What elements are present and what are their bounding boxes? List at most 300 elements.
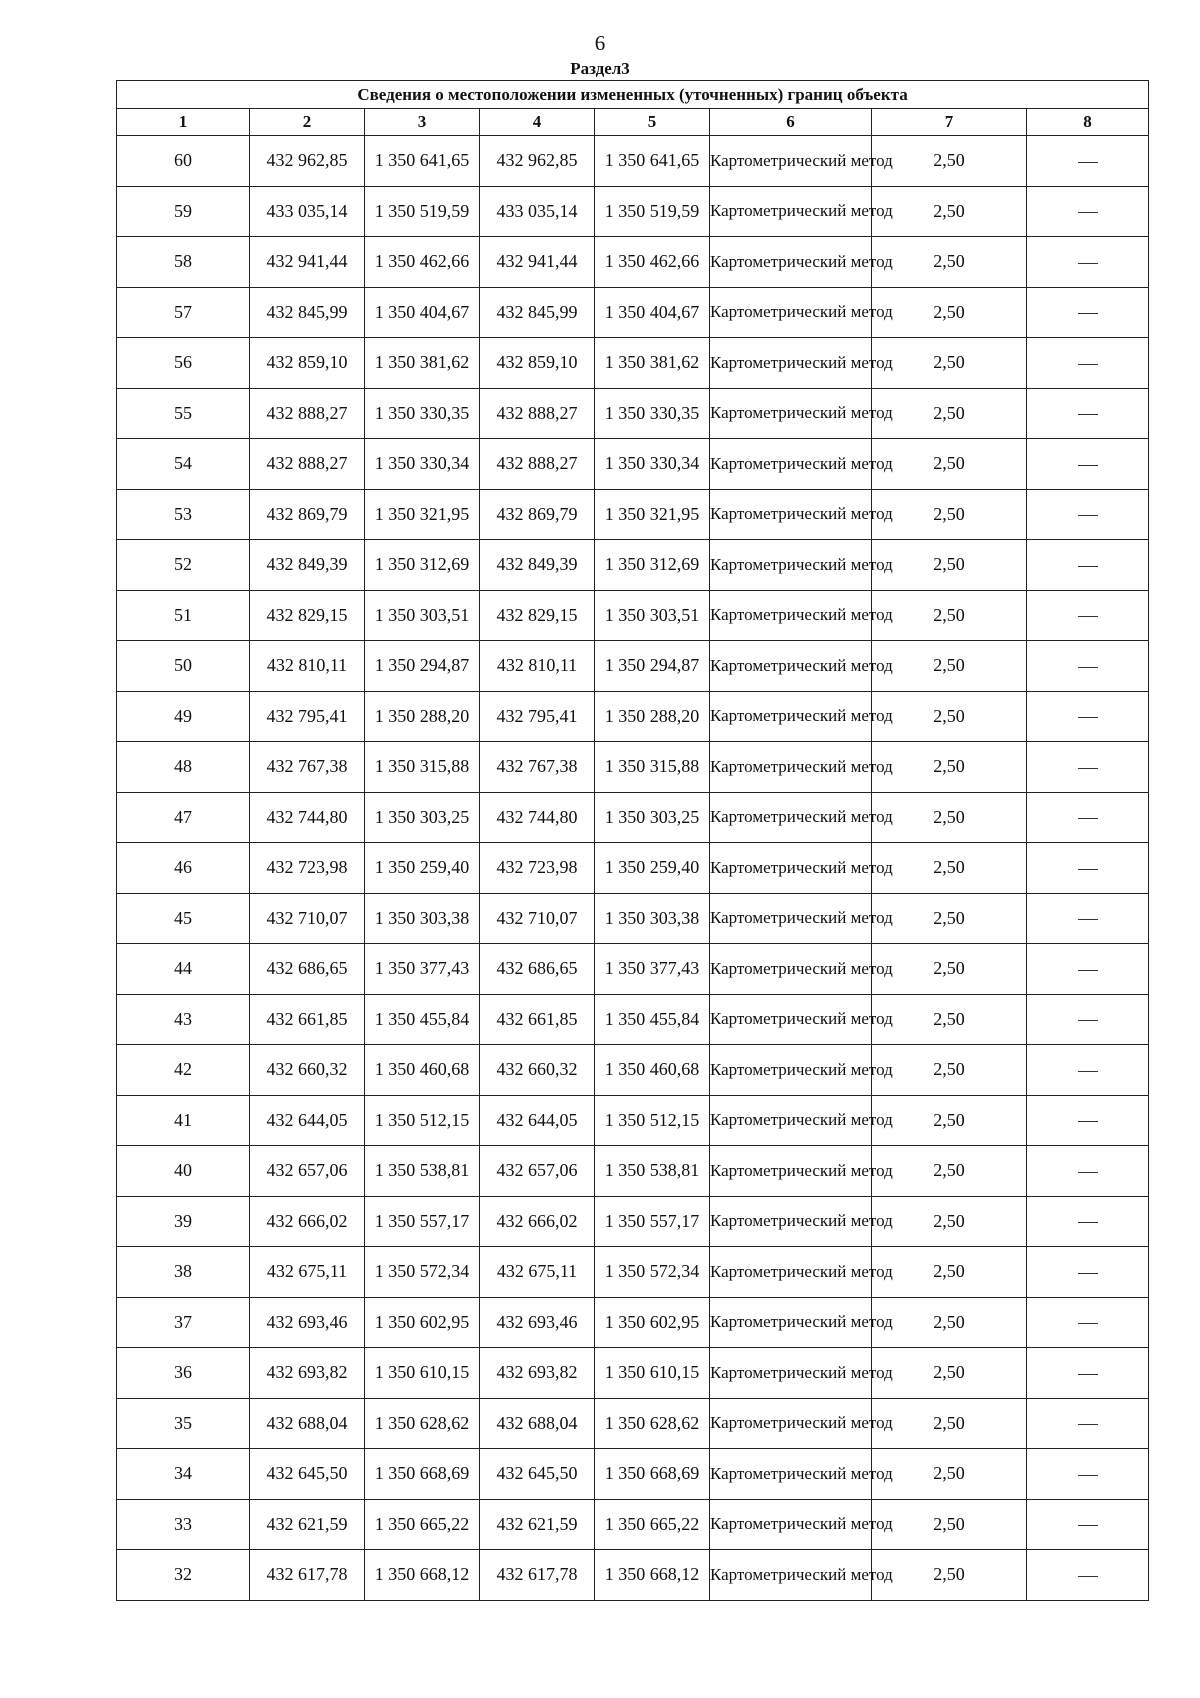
page-number: 6	[594, 31, 606, 55]
table-row	[117, 893, 1149, 944]
x-existing-cell: 432 723,98	[250, 843, 365, 894]
y-existing-cell: 1 350 294,87	[365, 641, 480, 692]
x-existing-cell: 432 621,59	[250, 1499, 365, 1550]
method-cell: Картометрический метод	[710, 388, 872, 439]
point-number-cell: 38	[117, 1247, 250, 1298]
x-existing-cell: 432 675,11	[250, 1247, 365, 1298]
y-existing-cell: 1 350 303,38	[365, 893, 480, 944]
dash-mark	[1078, 1121, 1098, 1122]
point-number-cell: 57	[117, 287, 250, 338]
x-existing-cell: 432 810,11	[250, 641, 365, 692]
method-cell: Картометрический метод	[710, 540, 872, 591]
dash-mark	[1078, 1525, 1098, 1526]
y-existing-cell: 1 350 641,65	[365, 136, 480, 187]
accuracy-cell: 2,50	[872, 1196, 1027, 1247]
table-row	[117, 489, 1149, 540]
x-existing-cell: 432 849,39	[250, 540, 365, 591]
y-existing-cell: 1 350 610,15	[365, 1348, 480, 1399]
dash-mark	[1078, 465, 1098, 466]
note-cell	[1027, 691, 1149, 742]
y-new-cell: 1 350 321,95	[595, 489, 710, 540]
x-new-cell: 432 962,85	[480, 136, 595, 187]
dash-mark	[1078, 414, 1098, 415]
x-existing-cell: 432 661,85	[250, 994, 365, 1045]
method-cell: Картометрический метод	[710, 338, 872, 389]
note-cell	[1027, 489, 1149, 540]
x-new-cell: 432 710,07	[480, 893, 595, 944]
x-existing-cell: 432 617,78	[250, 1550, 365, 1601]
accuracy-cell: 2,50	[872, 1348, 1027, 1399]
y-existing-cell: 1 350 303,51	[365, 590, 480, 641]
method-cell: Картометрический метод	[710, 1449, 872, 1500]
table-row	[117, 287, 1149, 338]
y-existing-cell: 1 350 668,69	[365, 1449, 480, 1500]
x-new-cell: 432 661,85	[480, 994, 595, 1045]
y-existing-cell: 1 350 321,95	[365, 489, 480, 540]
column-number: 7	[872, 109, 1027, 136]
y-existing-cell: 1 350 330,34	[365, 439, 480, 490]
column-number-row	[117, 109, 1149, 136]
accuracy-cell: 2,50	[872, 691, 1027, 742]
y-new-cell: 1 350 312,69	[595, 540, 710, 591]
table-row	[117, 136, 1149, 187]
y-new-cell: 1 350 303,38	[595, 893, 710, 944]
dash-mark	[1078, 313, 1098, 314]
table-row	[117, 1398, 1149, 1449]
accuracy-cell: 2,50	[872, 489, 1027, 540]
dash-mark	[1078, 162, 1098, 163]
y-existing-cell: 1 350 665,22	[365, 1499, 480, 1550]
note-cell	[1027, 287, 1149, 338]
x-existing-cell: 432 829,15	[250, 590, 365, 641]
accuracy-cell: 2,50	[872, 1550, 1027, 1601]
column-number: 4	[480, 109, 595, 136]
dash-mark	[1078, 1576, 1098, 1577]
x-existing-cell: 432 962,85	[250, 136, 365, 187]
dash-mark	[1078, 1323, 1098, 1324]
accuracy-cell: 2,50	[872, 792, 1027, 843]
accuracy-cell: 2,50	[872, 1499, 1027, 1550]
y-new-cell: 1 350 462,66	[595, 237, 710, 288]
dash-mark	[1078, 818, 1098, 819]
accuracy-cell: 2,50	[872, 994, 1027, 1045]
note-cell	[1027, 590, 1149, 641]
x-new-cell: 432 888,27	[480, 388, 595, 439]
y-new-cell: 1 350 572,34	[595, 1247, 710, 1298]
accuracy-cell: 2,50	[872, 641, 1027, 692]
method-cell: Картометрический метод	[710, 742, 872, 793]
note-cell	[1027, 1499, 1149, 1550]
y-new-cell: 1 350 519,59	[595, 186, 710, 237]
y-existing-cell: 1 350 512,15	[365, 1095, 480, 1146]
dash-mark	[1078, 364, 1098, 365]
note-cell	[1027, 1550, 1149, 1601]
note-cell	[1027, 338, 1149, 389]
note-cell	[1027, 1196, 1149, 1247]
x-new-cell: 432 621,59	[480, 1499, 595, 1550]
method-cell: Картометрический метод	[710, 237, 872, 288]
table-row	[117, 1449, 1149, 1500]
accuracy-cell: 2,50	[872, 540, 1027, 591]
accuracy-cell: 2,50	[872, 1398, 1027, 1449]
point-number-cell: 33	[117, 1499, 250, 1550]
y-new-cell: 1 350 512,15	[595, 1095, 710, 1146]
y-existing-cell: 1 350 519,59	[365, 186, 480, 237]
note-cell	[1027, 792, 1149, 843]
x-new-cell: 432 888,27	[480, 439, 595, 490]
y-existing-cell: 1 350 572,34	[365, 1247, 480, 1298]
method-cell: Картометрический метод	[710, 1095, 872, 1146]
y-new-cell: 1 350 288,20	[595, 691, 710, 742]
y-existing-cell: 1 350 668,12	[365, 1550, 480, 1601]
point-number-cell: 56	[117, 338, 250, 389]
x-existing-cell: 432 660,32	[250, 1045, 365, 1096]
dash-mark	[1078, 1172, 1098, 1173]
dash-mark	[1078, 1475, 1098, 1476]
y-new-cell: 1 350 455,84	[595, 994, 710, 1045]
method-cell: Картометрический метод	[710, 691, 872, 742]
x-existing-cell: 432 688,04	[250, 1398, 365, 1449]
table-row	[117, 540, 1149, 591]
table-row	[117, 792, 1149, 843]
accuracy-cell: 2,50	[872, 338, 1027, 389]
accuracy-cell: 2,50	[872, 843, 1027, 894]
dash-mark	[1078, 1071, 1098, 1072]
method-cell: Картометрический метод	[710, 287, 872, 338]
x-existing-cell: 432 869,79	[250, 489, 365, 540]
x-new-cell: 432 686,65	[480, 944, 595, 995]
y-new-cell: 1 350 381,62	[595, 338, 710, 389]
point-number-cell: 55	[117, 388, 250, 439]
method-cell: Картометрический метод	[710, 792, 872, 843]
y-new-cell: 1 350 538,81	[595, 1146, 710, 1197]
table-body	[117, 136, 1149, 1601]
table-caption: Сведения о местоположении измененных (уточненных) границ объекта	[117, 81, 1149, 109]
y-new-cell: 1 350 303,51	[595, 590, 710, 641]
x-new-cell: 432 693,46	[480, 1297, 595, 1348]
y-existing-cell: 1 350 538,81	[365, 1146, 480, 1197]
table-row	[117, 590, 1149, 641]
method-cell: Картометрический метод	[710, 893, 872, 944]
x-existing-cell: 432 693,82	[250, 1348, 365, 1399]
point-number-cell: 45	[117, 893, 250, 944]
y-new-cell: 1 350 330,34	[595, 439, 710, 490]
y-new-cell: 1 350 259,40	[595, 843, 710, 894]
y-new-cell: 1 350 610,15	[595, 1348, 710, 1399]
y-existing-cell: 1 350 455,84	[365, 994, 480, 1045]
table-row	[117, 944, 1149, 995]
dash-mark	[1078, 566, 1098, 567]
y-existing-cell: 1 350 288,20	[365, 691, 480, 742]
point-number-cell: 54	[117, 439, 250, 490]
dash-mark	[1078, 1374, 1098, 1375]
method-cell: Картометрический метод	[710, 489, 872, 540]
y-existing-cell: 1 350 315,88	[365, 742, 480, 793]
note-cell	[1027, 1045, 1149, 1096]
point-number-cell: 49	[117, 691, 250, 742]
dash-mark	[1078, 1424, 1098, 1425]
y-new-cell: 1 350 377,43	[595, 944, 710, 995]
dash-mark	[1078, 1020, 1098, 1021]
x-existing-cell: 432 941,44	[250, 237, 365, 288]
y-new-cell: 1 350 294,87	[595, 641, 710, 692]
point-number-cell: 39	[117, 1196, 250, 1247]
y-new-cell: 1 350 557,17	[595, 1196, 710, 1247]
accuracy-cell: 2,50	[872, 287, 1027, 338]
x-existing-cell: 432 644,05	[250, 1095, 365, 1146]
table-row	[117, 994, 1149, 1045]
x-new-cell: 432 767,38	[480, 742, 595, 793]
x-existing-cell: 432 845,99	[250, 287, 365, 338]
note-cell	[1027, 540, 1149, 591]
dash-mark	[1078, 263, 1098, 264]
point-number-cell: 42	[117, 1045, 250, 1096]
x-new-cell: 432 644,05	[480, 1095, 595, 1146]
x-existing-cell: 432 657,06	[250, 1146, 365, 1197]
dash-mark	[1078, 768, 1098, 769]
note-cell	[1027, 994, 1149, 1045]
accuracy-cell: 2,50	[872, 1297, 1027, 1348]
note-cell	[1027, 1247, 1149, 1298]
x-new-cell: 432 829,15	[480, 590, 595, 641]
method-cell: Картометрический метод	[710, 439, 872, 490]
y-new-cell: 1 350 315,88	[595, 742, 710, 793]
method-cell: Картометрический метод	[710, 186, 872, 237]
dash-mark	[1078, 1273, 1098, 1274]
y-new-cell: 1 350 602,95	[595, 1297, 710, 1348]
dash-mark	[1078, 1222, 1098, 1223]
method-cell: Картометрический метод	[710, 1196, 872, 1247]
accuracy-cell: 2,50	[872, 590, 1027, 641]
dash-mark	[1078, 869, 1098, 870]
point-number-cell: 37	[117, 1297, 250, 1348]
y-new-cell: 1 350 641,65	[595, 136, 710, 187]
point-number-cell: 44	[117, 944, 250, 995]
y-existing-cell: 1 350 259,40	[365, 843, 480, 894]
x-existing-cell: 432 693,46	[250, 1297, 365, 1348]
y-new-cell: 1 350 404,67	[595, 287, 710, 338]
column-number: 6	[710, 109, 872, 136]
point-number-cell: 48	[117, 742, 250, 793]
point-number-cell: 40	[117, 1146, 250, 1197]
x-new-cell: 432 693,82	[480, 1348, 595, 1399]
column-number: 1	[117, 109, 250, 136]
table-row	[117, 1348, 1149, 1399]
y-new-cell: 1 350 668,12	[595, 1550, 710, 1601]
x-existing-cell: 432 666,02	[250, 1196, 365, 1247]
method-cell: Картометрический метод	[710, 1348, 872, 1399]
x-new-cell: 433 035,14	[480, 186, 595, 237]
x-existing-cell: 432 686,65	[250, 944, 365, 995]
y-new-cell: 1 350 460,68	[595, 1045, 710, 1096]
accuracy-cell: 2,50	[872, 136, 1027, 187]
y-new-cell: 1 350 303,25	[595, 792, 710, 843]
point-number-cell: 41	[117, 1095, 250, 1146]
point-number-cell: 43	[117, 994, 250, 1045]
note-cell	[1027, 641, 1149, 692]
x-existing-cell: 432 888,27	[250, 439, 365, 490]
x-new-cell: 432 666,02	[480, 1196, 595, 1247]
x-new-cell: 432 845,99	[480, 287, 595, 338]
accuracy-cell: 2,50	[872, 893, 1027, 944]
method-cell: Картометрический метод	[710, 590, 872, 641]
y-new-cell: 1 350 330,35	[595, 388, 710, 439]
note-cell	[1027, 136, 1149, 187]
table-row	[117, 388, 1149, 439]
section-title: Раздел3	[570, 59, 630, 78]
note-cell	[1027, 186, 1149, 237]
table-row	[117, 1247, 1149, 1298]
method-cell: Картометрический метод	[710, 1045, 872, 1096]
x-existing-cell: 432 767,38	[250, 742, 365, 793]
x-new-cell: 432 859,10	[480, 338, 595, 389]
dash-mark	[1078, 919, 1098, 920]
x-new-cell: 432 617,78	[480, 1550, 595, 1601]
note-cell	[1027, 1348, 1149, 1399]
accuracy-cell: 2,50	[872, 742, 1027, 793]
point-number-cell: 34	[117, 1449, 250, 1500]
note-cell	[1027, 388, 1149, 439]
method-cell: Картометрический метод	[710, 944, 872, 995]
note-cell	[1027, 1398, 1149, 1449]
point-number-cell: 58	[117, 237, 250, 288]
x-new-cell: 432 675,11	[480, 1247, 595, 1298]
point-number-cell: 50	[117, 641, 250, 692]
point-number-cell: 36	[117, 1348, 250, 1399]
table-row	[117, 1550, 1149, 1601]
note-cell	[1027, 1297, 1149, 1348]
method-cell: Картометрический метод	[710, 136, 872, 187]
accuracy-cell: 2,50	[872, 1146, 1027, 1197]
table-row	[117, 439, 1149, 490]
dash-mark	[1078, 515, 1098, 516]
x-new-cell: 432 645,50	[480, 1449, 595, 1500]
y-existing-cell: 1 350 377,43	[365, 944, 480, 995]
x-existing-cell: 432 710,07	[250, 893, 365, 944]
accuracy-cell: 2,50	[872, 944, 1027, 995]
dash-mark	[1078, 616, 1098, 617]
accuracy-cell: 2,50	[872, 439, 1027, 490]
accuracy-cell: 2,50	[872, 388, 1027, 439]
x-new-cell: 432 795,41	[480, 691, 595, 742]
table-row	[117, 186, 1149, 237]
y-existing-cell: 1 350 312,69	[365, 540, 480, 591]
dash-mark	[1078, 717, 1098, 718]
method-cell: Картометрический метод	[710, 1297, 872, 1348]
table-row	[117, 1297, 1149, 1348]
x-new-cell: 432 723,98	[480, 843, 595, 894]
method-cell: Картометрический метод	[710, 843, 872, 894]
table-row	[117, 641, 1149, 692]
point-number-cell: 52	[117, 540, 250, 591]
y-existing-cell: 1 350 460,68	[365, 1045, 480, 1096]
x-existing-cell: 432 795,41	[250, 691, 365, 742]
y-existing-cell: 1 350 381,62	[365, 338, 480, 389]
table-row	[117, 338, 1149, 389]
method-cell: Картометрический метод	[710, 1247, 872, 1298]
y-existing-cell: 1 350 557,17	[365, 1196, 480, 1247]
method-cell: Картометрический метод	[710, 1550, 872, 1601]
table-row	[117, 1499, 1149, 1550]
x-new-cell: 432 744,80	[480, 792, 595, 843]
y-existing-cell: 1 350 303,25	[365, 792, 480, 843]
y-existing-cell: 1 350 462,66	[365, 237, 480, 288]
x-new-cell: 432 688,04	[480, 1398, 595, 1449]
y-existing-cell: 1 350 628,62	[365, 1398, 480, 1449]
point-number-cell: 53	[117, 489, 250, 540]
note-cell	[1027, 1449, 1149, 1500]
x-existing-cell: 432 888,27	[250, 388, 365, 439]
table-row	[117, 1196, 1149, 1247]
table-row	[117, 1146, 1149, 1197]
accuracy-cell: 2,50	[872, 1045, 1027, 1096]
x-new-cell: 432 869,79	[480, 489, 595, 540]
table-row	[117, 691, 1149, 742]
column-number: 8	[1027, 109, 1149, 136]
point-number-cell: 35	[117, 1398, 250, 1449]
point-number-cell: 59	[117, 186, 250, 237]
y-existing-cell: 1 350 602,95	[365, 1297, 480, 1348]
point-number-cell: 60	[117, 136, 250, 187]
accuracy-cell: 2,50	[872, 186, 1027, 237]
y-new-cell: 1 350 628,62	[595, 1398, 710, 1449]
x-new-cell: 432 810,11	[480, 641, 595, 692]
table-row	[117, 843, 1149, 894]
dash-mark	[1078, 212, 1098, 213]
x-existing-cell: 432 744,80	[250, 792, 365, 843]
x-existing-cell: 432 859,10	[250, 338, 365, 389]
accuracy-cell: 2,50	[872, 1095, 1027, 1146]
table-row	[117, 1095, 1149, 1146]
note-cell	[1027, 439, 1149, 490]
method-cell: Картометрический метод	[710, 1398, 872, 1449]
note-cell	[1027, 742, 1149, 793]
y-new-cell: 1 350 665,22	[595, 1499, 710, 1550]
accuracy-cell: 2,50	[872, 1449, 1027, 1500]
method-cell: Картометрический метод	[710, 994, 872, 1045]
column-number: 3	[365, 109, 480, 136]
x-new-cell: 432 657,06	[480, 1146, 595, 1197]
point-number-cell: 32	[117, 1550, 250, 1601]
x-new-cell: 432 660,32	[480, 1045, 595, 1096]
accuracy-cell: 2,50	[872, 1247, 1027, 1298]
method-cell: Картометрический метод	[710, 1146, 872, 1197]
note-cell	[1027, 1095, 1149, 1146]
point-number-cell: 46	[117, 843, 250, 894]
x-new-cell: 432 849,39	[480, 540, 595, 591]
table-row	[117, 742, 1149, 793]
point-number-cell: 51	[117, 590, 250, 641]
y-new-cell: 1 350 668,69	[595, 1449, 710, 1500]
dash-mark	[1078, 970, 1098, 971]
y-existing-cell: 1 350 404,67	[365, 287, 480, 338]
table-row	[117, 1045, 1149, 1096]
method-cell: Картометрический метод	[710, 641, 872, 692]
note-cell	[1027, 893, 1149, 944]
y-existing-cell: 1 350 330,35	[365, 388, 480, 439]
x-new-cell: 432 941,44	[480, 237, 595, 288]
dash-mark	[1078, 667, 1098, 668]
table-row	[117, 237, 1149, 288]
note-cell	[1027, 237, 1149, 288]
method-cell: Картометрический метод	[710, 1499, 872, 1550]
note-cell	[1027, 1146, 1149, 1197]
accuracy-cell: 2,50	[872, 237, 1027, 288]
x-existing-cell: 433 035,14	[250, 186, 365, 237]
note-cell	[1027, 944, 1149, 995]
note-cell	[1027, 843, 1149, 894]
point-number-cell: 47	[117, 792, 250, 843]
